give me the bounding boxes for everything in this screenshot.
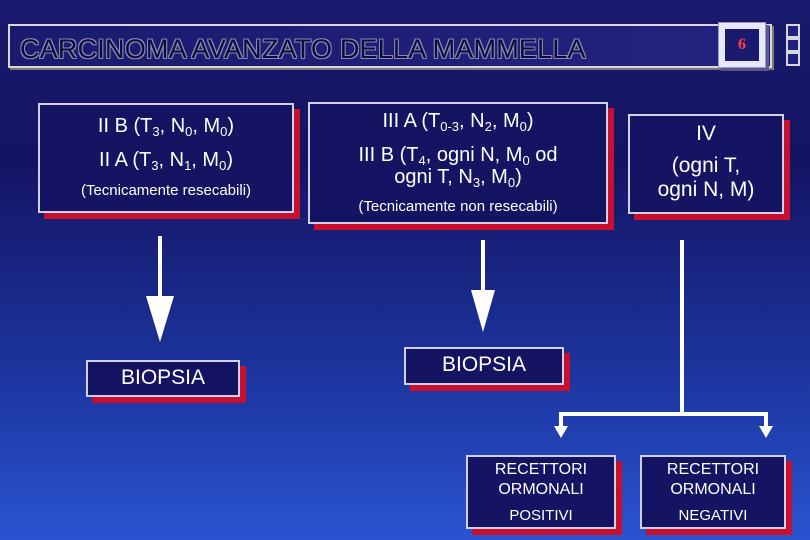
receptors-negative-line-3: NEGATIVI: [678, 507, 748, 524]
arrow-down-left-head: [146, 296, 174, 342]
stage-iiia-line: III A ($T_{0-3}$, $N_2$, $M_0$): [382, 110, 534, 134]
arrow-down-positive-head: [554, 426, 568, 438]
stage-iv-line-3: ogni N, M): [657, 178, 755, 201]
biopsy-left-label: BIOPSIA: [120, 366, 206, 389]
decorative-square: [786, 38, 800, 52]
slide-title: CARCINOMA AVANZATO DELLA MAMMELLA: [20, 34, 586, 64]
receptors-negative-box: [640, 455, 786, 529]
receptors-positive-line-2: ORMONALI: [498, 481, 584, 498]
stage-ii-box: [38, 103, 294, 213]
stage-iib-line: II B ($T_3$, $N_0$, $M_0$): [97, 115, 235, 139]
stage-iiib-line: III B ($T_4$, ogni N, $M_0$ od: [358, 144, 558, 168]
arrow-down-negative-head: [759, 426, 773, 438]
receptors-positive-line-3: POSITIVI: [509, 507, 573, 524]
biopsy-middle-box: [404, 347, 564, 385]
decorative-square: [786, 52, 800, 66]
stage-iv-box: [628, 114, 784, 214]
non-resectable-note: (Tecnicamente non resecabili): [358, 198, 558, 215]
receptors-negative-line-2: ORMONALI: [670, 481, 756, 498]
page-number: 6: [725, 29, 759, 61]
stage-iv-connector: [680, 240, 684, 414]
resectable-note: (Tecnicamente resecabili): [80, 182, 252, 199]
arrow-down-middle-shaft: [481, 240, 485, 292]
stage-iia-line: II A ($T_3$, $N_1$, $M_0$): [99, 149, 233, 173]
stage-iiib-line-2: ogni T, $N_3$, $M_0$): [394, 166, 522, 190]
arrow-down-left-shaft: [158, 236, 162, 298]
page-number-badge: [718, 22, 766, 68]
stage-iv-label: IV: [696, 122, 716, 145]
receptors-positive-box: [466, 455, 616, 529]
biopsy-left-box: [86, 360, 240, 397]
decorative-square: [786, 24, 800, 38]
stage-iii-box: [308, 102, 608, 224]
biopsy-middle-label: BIOPSIA: [441, 353, 527, 376]
receptors-positive-line-1: RECETTORI: [494, 461, 588, 478]
stage-iv-line-2: (ogni T,: [671, 154, 741, 177]
branch-connector-horizontal: [559, 412, 768, 416]
arrow-down-middle-head: [471, 290, 495, 332]
receptors-negative-line-1: RECETTORI: [666, 461, 760, 478]
